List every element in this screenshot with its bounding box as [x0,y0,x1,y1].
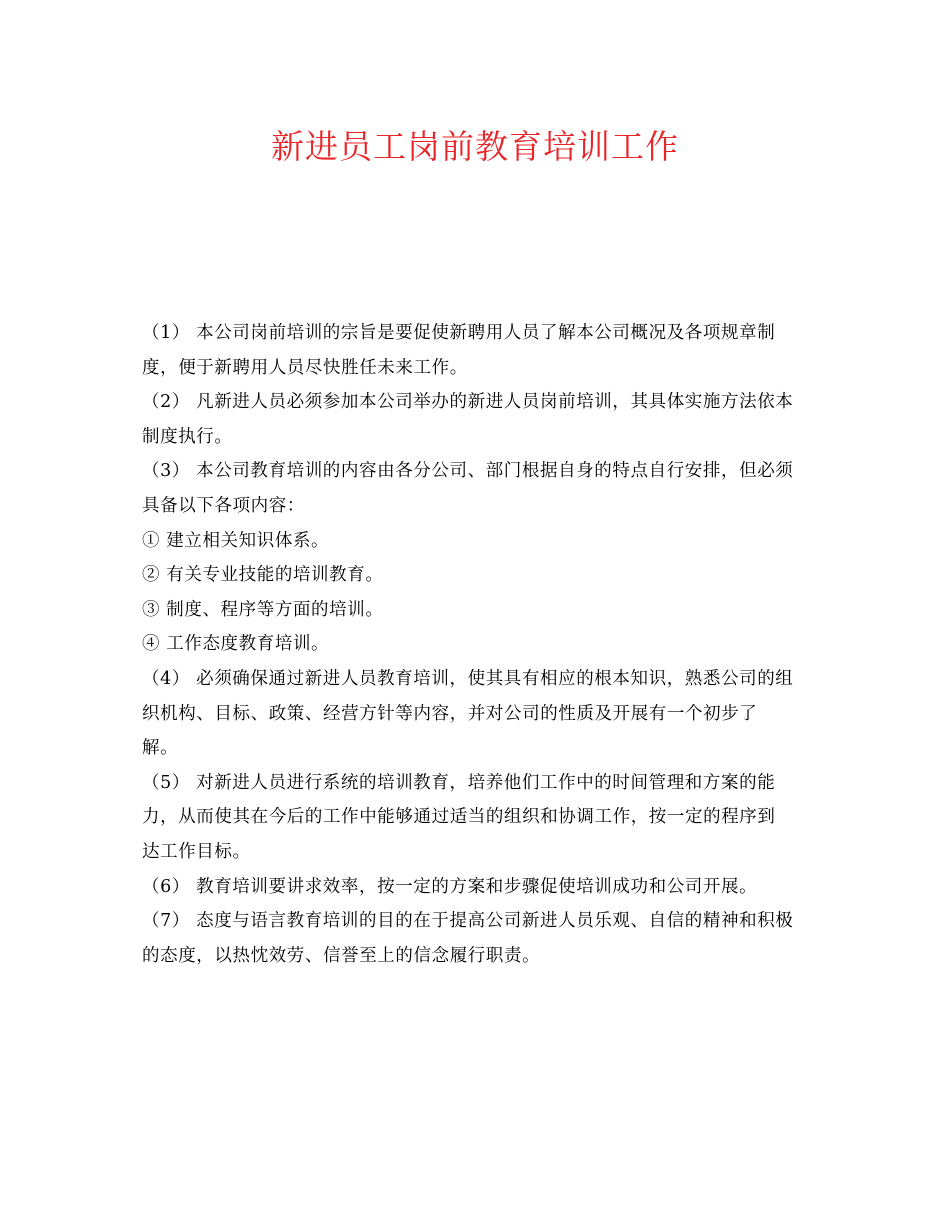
body-line: （1） 本公司岗前培训的宗旨是要促使新聘用人员了解本公司概况及各项规章制 [142,323,776,343]
body-line: （4） 必须确保通过新进人员教育培训，使其具有相应的根本知识，熟悉公司的组 [142,668,794,689]
document-body [142,316,814,973]
list-item-4: ④ 工作态度教育培训。 [142,634,330,655]
body-line: 具备以下各项内容： [142,495,305,516]
body-line: （7） 态度与语言教育培训的目的在于提高公司新进人员乐观、自信的精神和积极 [142,911,794,932]
body-line: 解。 [142,738,179,759]
body-line: 达工作目标。 [142,841,251,862]
body-line: 的态度，以热忱效劳、信誉至上的信念履行职责。 [142,945,541,966]
list-item-3: ③ 制度、程序等方面的培训。 [142,599,384,620]
body-line: （6） 教育培训要讲求效率，按一定的方案和步骤促使培训成功和公司开展。 [142,876,758,897]
list-item-1: ① 建立相关知识体系。 [142,530,330,551]
list-item-2: ② 有关专业技能的培训教育。 [142,565,384,586]
body-line: 制度执行。 [142,426,233,447]
body-line: （2） 凡新进人员必须参加本公司举办的新进人员岗前培训，其具体实施方法依本 [142,392,794,413]
body-line: （3） 本公司教育培训的内容由各分公司、部门根据自身的特点自行安排，但必须 [142,461,794,482]
body-line: 度，便于新聘用人员尽快胜任未来工作。 [142,357,468,378]
body-line: （5） 对新进人员进行系统的培训教育，培养他们工作中的时间管理和方案的能 [142,772,776,793]
body-line: 织机构、目标、政策、经营方针等内容，并对公司的性质及开展有一个初步了 [142,703,758,724]
document-title: 新进员工岗前教育培训工作 [271,127,679,166]
body-line: 力，从而使其在今后的工作中能够通过适当的组织和协调工作，按一定的程序到 [142,807,776,828]
